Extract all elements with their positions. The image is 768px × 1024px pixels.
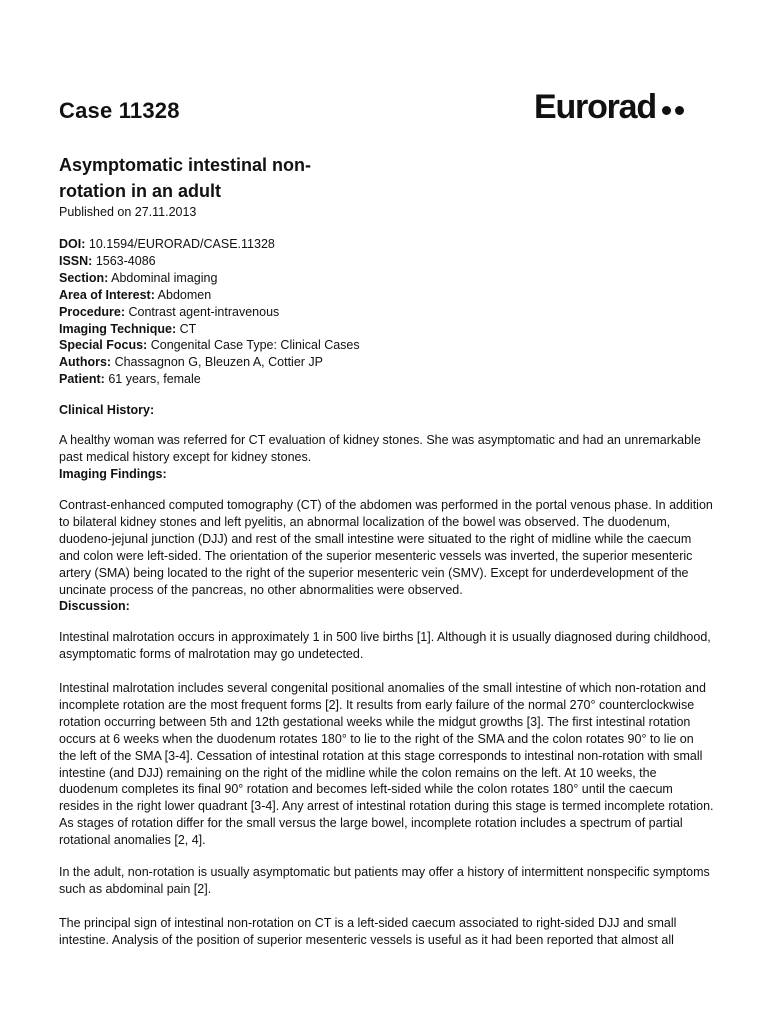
meta-procedure: Procedure: Contrast agent-intravenous	[59, 304, 280, 319]
published-date: Published on 27.11.2013	[59, 205, 197, 219]
meta-special-focus: Special Focus: Congenital Case Type: Clinical Cases	[59, 338, 360, 353]
imaging-findings-heading: Imaging Findings:	[59, 466, 167, 481]
imaging-findings-text: Contrast-enhanced computed tomography (CT) of the abdomen was performed in the portal venous phase. In addition to bilateral kidney stones and left pyelitis, an abnormal localization of the bowel was observed. The duodenum, duodeno-jejunal junction (DJJ) and rest of the small intestine were situated to the right of midline while the caecum and colon were left-sided. The orientation of the superior mesenteric vessels was inverted, the superior mesenteric artery (SMA) being located to the right of the superior mesenteric vein (SMV). Except for underdevelopment of the uncinate process of the pancreas, no other abnormalities were observed.	[59, 498, 713, 597]
discussion-paragraph-3	[59, 864, 714, 898]
discussion-text-3: In the adult, non-rotation is usually asymptomatic but patients may offer a history of intermittent nonspecific symptoms such as abdominal pain [2].	[59, 865, 710, 896]
clinical-history-heading: Clinical History:	[59, 403, 155, 417]
case-title: Case 11328	[59, 98, 180, 123]
meta-patient: Patient: 61 years, female	[59, 372, 201, 387]
discussion-paragraph-2	[59, 680, 714, 849]
discussion-paragraph-4	[59, 915, 714, 949]
discussion-text-2: Intestinal malrotation includes several congenital positional anomalies of the small intestine of which non-rotation and incomplete rotation are the most frequent forms [2]. It results from early failure of the normal 270° counterclockwise rotation occurring between 5th and 12th gestational weeks while the midgut growths [3]. The first intestinal rotation occurs at 6 weeks when the duodenum rotates 180° to lie to the right of the SMA and the colon rotates 90° to lie on the left of the SMA [3-4]. Cessation of intestinal rotation at this stage corresponds to intestinal non-rotation with small intestine (and DJJ) remaining on the right of the midline while the colon remains on the left. At 10 weeks, the duodenum completes its final 90° rotation and becomes left-sided while the colon rotates 180° until the caecum resides in the right lower quadrant [3-4]. Any arrest of intestinal rotation during this stage is termed incomplete rotation. As stages of rotation differ for the small versus the large bowel, incomplete rotation includes a spectrum of partial rotational anomalies [2, 4].	[59, 681, 714, 848]
meta-area-of-interest: Area of Interest: Abdomen	[59, 287, 212, 302]
clinical-history-text: A healthy woman was referred for CT evaluation of kidney stones. She was asymptomatic and had an unremarkable past medical history except for kidney stones.	[59, 433, 701, 464]
meta-issn: ISSN: 1563-4086	[59, 253, 156, 268]
imaging-findings-section	[59, 497, 714, 615]
meta-authors: Authors: Chassagnon G, Bleuzen A, Cottier JP	[59, 355, 324, 370]
metadata-list	[59, 236, 360, 388]
article-title: Asymptomatic intestinal non-rotation in an adult	[59, 155, 312, 201]
logo-text: Eurorad	[534, 88, 656, 126]
clinical-history-section	[59, 402, 714, 419]
meta-doi: DOI: 10.1594/EURORAD/CASE.11328	[59, 237, 275, 251]
eurorad-logo	[534, 88, 684, 127]
discussion-paragraph-1	[59, 629, 714, 663]
clinical-history-body	[59, 432, 714, 483]
logo-dots-icon	[662, 106, 684, 115]
discussion-text-4: The principal sign of intestinal non-rotation on CT is a left-sided caecum associated to right-sided DJJ and small intestine. Analysis of the position of superior mesenteric vessels is useful as it had been reported that almost all	[59, 916, 677, 947]
discussion-heading: Discussion:	[59, 599, 130, 614]
meta-imaging-technique: Imaging Technique: CT	[59, 321, 197, 336]
meta-section: Section: Abdominal imaging	[59, 270, 218, 285]
discussion-text-1: Intestinal malrotation occurs in approximately 1 in 500 live births [1]. Although it is usually diagnosed during childhood, asymptomatic forms of malrotation may go undetected.	[59, 630, 711, 661]
